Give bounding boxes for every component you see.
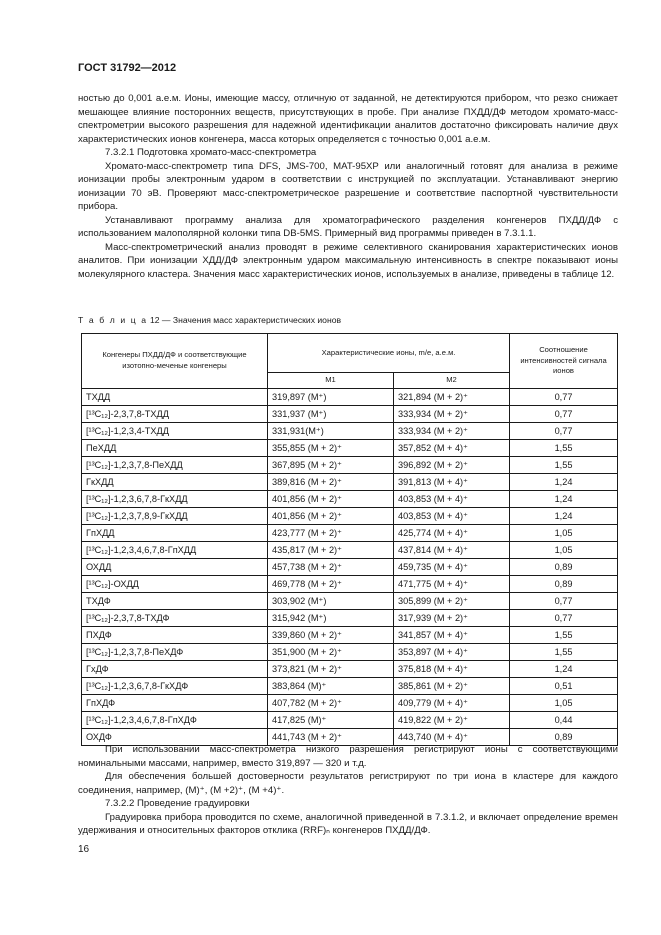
cell-m2: 396,892 (M + 2)⁺ [394, 456, 510, 473]
cell-m1: 389,816 (M + 2)⁺ [268, 473, 394, 490]
cell-ratio: 1,05 [510, 694, 618, 711]
table-row [82, 711, 618, 728]
cell-congener: ГпХДФ [82, 694, 268, 711]
cell-congener: ГхДФ [82, 660, 268, 677]
table-row [82, 507, 618, 524]
table-caption-label: Т а б л и ц а [78, 315, 148, 325]
paragraph-calibration: Градуировка прибора проводится по схеме, аналогичной приведенной в 7.3.1.2, и включает определение времен удерживания и относительных факторов отклика (RRF)ₙ конгенеров ПХДД/ДФ. [78, 811, 618, 836]
cell-m2: 341,857 (M + 4)⁺ [394, 626, 510, 643]
cell-m1: 319,897 (M⁺) [268, 388, 394, 405]
cell-congener: ТХДД [82, 388, 268, 405]
table-row [82, 524, 618, 541]
cell-m2: 419,822 (M + 2)⁺ [394, 711, 510, 728]
cell-ratio: 1,24 [510, 473, 618, 490]
cell-congener: [¹³C₁₂]-1,2,3,7,8-ПеХДФ [82, 643, 268, 660]
cell-congener: [¹³C₁₂]-1,2,3,7,8,9-ГкХДД [82, 507, 268, 524]
header-m2: М2 [394, 373, 510, 389]
cell-m1: 441,743 (M + 2)⁺ [268, 728, 394, 745]
cell-congener: [¹³C₁₂]-1,2,3,6,7,8-ГкХДД [82, 490, 268, 507]
cell-m1: 401,856 (M + 2)⁺ [268, 507, 394, 524]
table-row [82, 575, 618, 592]
table-body [82, 388, 618, 745]
intro-text-block [78, 92, 618, 281]
cell-congener: [¹³C₁₂]-ОХДД [82, 575, 268, 592]
cell-ratio: 0,89 [510, 558, 618, 575]
cell-m1: 417,825 (M)⁺ [268, 711, 394, 728]
cell-congener: ОХДФ [82, 728, 268, 745]
cell-congener: [¹³C₁₂]-2,3,7,8-ТХДД [82, 405, 268, 422]
page-number: 16 [78, 844, 90, 855]
cell-m2: 471,775 (M + 4)⁺ [394, 575, 510, 592]
cell-m1: 331,937 (M⁺) [268, 405, 394, 422]
paragraph-program: Устанавливают программу анализа для хроматографического разделения конгенеров ПХДД/ДФ с использованием малополярной колонки типа DB-5MS. Примерный вид программы приведен в 7.3.1.1. [78, 214, 618, 239]
cell-congener: ТХДФ [82, 592, 268, 609]
cell-ratio: 1,55 [510, 439, 618, 456]
cell-congener: ГкХДД [82, 473, 268, 490]
table-row [82, 558, 618, 575]
cell-m1: 423,777 (M + 2)⁺ [268, 524, 394, 541]
cell-m2: 391,813 (M + 4)⁺ [394, 473, 510, 490]
cell-m1: 339,860 (M + 2)⁺ [268, 626, 394, 643]
table-row [82, 677, 618, 694]
cell-m1: 457,738 (M + 2)⁺ [268, 558, 394, 575]
closing-text-block [78, 743, 618, 838]
paragraph-three-ions: Для обеспечения большей достоверности результатов регистрируют по три иона в кластере для каждого соединения, например, (M)⁺, (M +2)⁺, (M +4)⁺. [78, 771, 618, 796]
cell-ratio: 1,55 [510, 626, 618, 643]
cell-ratio: 0,77 [510, 592, 618, 609]
paragraph-instrument-setup: Хромато-масс-спектрометр типа DFS, JMS-700, MAT-95XP или аналогичный готовят для анализа в режиме ионизации пробы электронным ударом в соответствии с инструкцией по эксплуатации. Устанавливают энергию ионизации 70 эВ. Проверяют масс-спектрометрическое разрешение и соответствие паспортной чувствительности прибора. [78, 160, 618, 212]
table-row [82, 439, 618, 456]
cell-m2: 409,779 (M + 4)⁺ [394, 694, 510, 711]
cell-m2: 353,897 (M + 4)⁺ [394, 643, 510, 660]
section-heading-7-3-2-2: 7.3.2.2 Проведение градуировки [105, 798, 250, 809]
cell-ratio: 0,51 [510, 677, 618, 694]
cell-m1: 351,900 (M + 2)⁺ [268, 643, 394, 660]
table-row [82, 456, 618, 473]
cell-m2: 321,894 (M + 2)⁺ [394, 388, 510, 405]
cell-m1: 331,931(M⁺) [268, 422, 394, 439]
cell-m2: 425,774 (M + 4)⁺ [394, 524, 510, 541]
cell-m1: 407,782 (M + 2)⁺ [268, 694, 394, 711]
cell-congener: ПеХДД [82, 439, 268, 456]
table-row [82, 473, 618, 490]
table-row [82, 660, 618, 677]
cell-ratio: 1,55 [510, 643, 618, 660]
cell-congener: [¹³C₁₂]-2,3,7,8-ТХДФ [82, 609, 268, 626]
cell-ratio: 0,77 [510, 405, 618, 422]
cell-ratio: 1,05 [510, 541, 618, 558]
cell-ratio: 0,77 [510, 388, 618, 405]
cell-m1: 401,856 (M + 2)⁺ [268, 490, 394, 507]
cell-congener: [¹³C₁₂]-1,2,3,7,8-ПеХДД [82, 456, 268, 473]
cell-m2: 459,735 (M + 4)⁺ [394, 558, 510, 575]
header-intensity-ratio: Соотношение интенсивностей сигнала ионов [510, 334, 618, 389]
cell-m2: 375,818 (M + 4)⁺ [394, 660, 510, 677]
table-row [82, 643, 618, 660]
header-characteristic-ions: Характеристические ионы, m/e, а.е.м. [268, 334, 510, 373]
cell-ratio: 1,24 [510, 490, 618, 507]
cell-m2: 385,861 (M + 2)⁺ [394, 677, 510, 694]
table-row [82, 405, 618, 422]
table-row [82, 626, 618, 643]
cell-m1: 373,821 (M + 2)⁺ [268, 660, 394, 677]
cell-congener: [¹³C₁₂]-1,2,3,4,6,7,8-ГпХДД [82, 541, 268, 558]
cell-ratio: 0,89 [510, 728, 618, 745]
cell-congener: [¹³C₁₂]-1,2,3,6,7,8-ГкХДФ [82, 677, 268, 694]
cell-congener: ГпХДД [82, 524, 268, 541]
cell-m2: 333,934 (M + 2)⁺ [394, 405, 510, 422]
header-congeners: Конгенеры ПХДД/ДФ и соответствующие изотопно-меченые конгенеры [82, 334, 268, 389]
cell-ratio: 1,24 [510, 507, 618, 524]
cell-m2: 403,853 (M + 4)⁺ [394, 490, 510, 507]
table-row [82, 541, 618, 558]
cell-m2: 357,852 (M + 4)⁺ [394, 439, 510, 456]
cell-ratio: 0,44 [510, 711, 618, 728]
cell-m2: 403,853 (M + 4)⁺ [394, 507, 510, 524]
cell-m1: 303,902 (M⁺) [268, 592, 394, 609]
cell-congener: ОХДД [82, 558, 268, 575]
cell-m2: 437,814 (M + 4)⁺ [394, 541, 510, 558]
cell-m2: 305,899 (M + 2)⁺ [394, 592, 510, 609]
paragraph-low-resolution: При использовании масс-спектрометра низкого разрешения регистрируют ионы с соответствующими номинальными массами, например, вместо 319,897 — 320 и т.д. [78, 744, 618, 769]
cell-m1: 383,864 (M)⁺ [268, 677, 394, 694]
table-row [82, 694, 618, 711]
cell-m1: 435,817 (M + 2)⁺ [268, 541, 394, 558]
cell-ratio: 1,55 [510, 456, 618, 473]
cell-m1: 355,855 (M + 2)⁺ [268, 439, 394, 456]
table-row [82, 609, 618, 626]
cell-m2: 443,740 (M + 4)⁺ [394, 728, 510, 745]
table-row [82, 490, 618, 507]
section-heading-7-3-2-1: 7.3.2.1 Подготовка хромато-масс-спектрометра [105, 147, 317, 158]
table-caption-title: 12 — Значения масс характеристических ионов [147, 315, 342, 325]
table-row [82, 422, 618, 439]
table-caption [78, 315, 341, 325]
table-row [82, 592, 618, 609]
cell-congener: [¹³C₁₂]-1,2,3,4,6,7,8-ГпХДФ [82, 711, 268, 728]
cell-m1: 367,895 (M + 2)⁺ [268, 456, 394, 473]
cell-m2: 317,939 (M + 2)⁺ [394, 609, 510, 626]
table-row [82, 388, 618, 405]
cell-m1: 315,942 (M⁺) [268, 609, 394, 626]
header-m1: М1 [268, 373, 394, 389]
cell-congener: [¹³C₁₂]-1,2,3,4-ТХДД [82, 422, 268, 439]
cell-ratio: 1,24 [510, 660, 618, 677]
cell-m2: 333,934 (M + 2)⁺ [394, 422, 510, 439]
standard-header: ГОСТ 31792—2012 [78, 62, 177, 74]
cell-m1: 469,778 (M + 2)⁺ [268, 575, 394, 592]
paragraph-resolution: ностью до 0,001 а.е.м. Ионы, имеющие массу, отличную от заданной, не детектируются прибором, что резко снижает мешающее влияние посторонних веществ, присутствующих в пробе. При анализе ПХДД/ДФ методом хромато-масс-спектрометрии высокого разрешения для надежной идентификации аналитов достаточно фиксировать наличие двух характеристических ионов конгенера, масса которых определяется с точностью 0,001 а.е.м. [78, 93, 618, 145]
cell-ratio: 0,77 [510, 609, 618, 626]
cell-ratio: 0,77 [510, 422, 618, 439]
ion-mass-table [81, 333, 618, 746]
cell-ratio: 0,89 [510, 575, 618, 592]
paragraph-scan-mode: Масс-спектрометрический анализ проводят в режиме селективного сканирования характеристических ионов аналитов. При ионизации ХДД/ДФ электронным ударом максимальную интенсивность в спектре показывают ионы молекулярного кластера. Значения масс характеристических ионов, используемых в анализе, приведены в таблице 12. [78, 241, 618, 280]
cell-ratio: 1,05 [510, 524, 618, 541]
cell-congener: ПХДФ [82, 626, 268, 643]
